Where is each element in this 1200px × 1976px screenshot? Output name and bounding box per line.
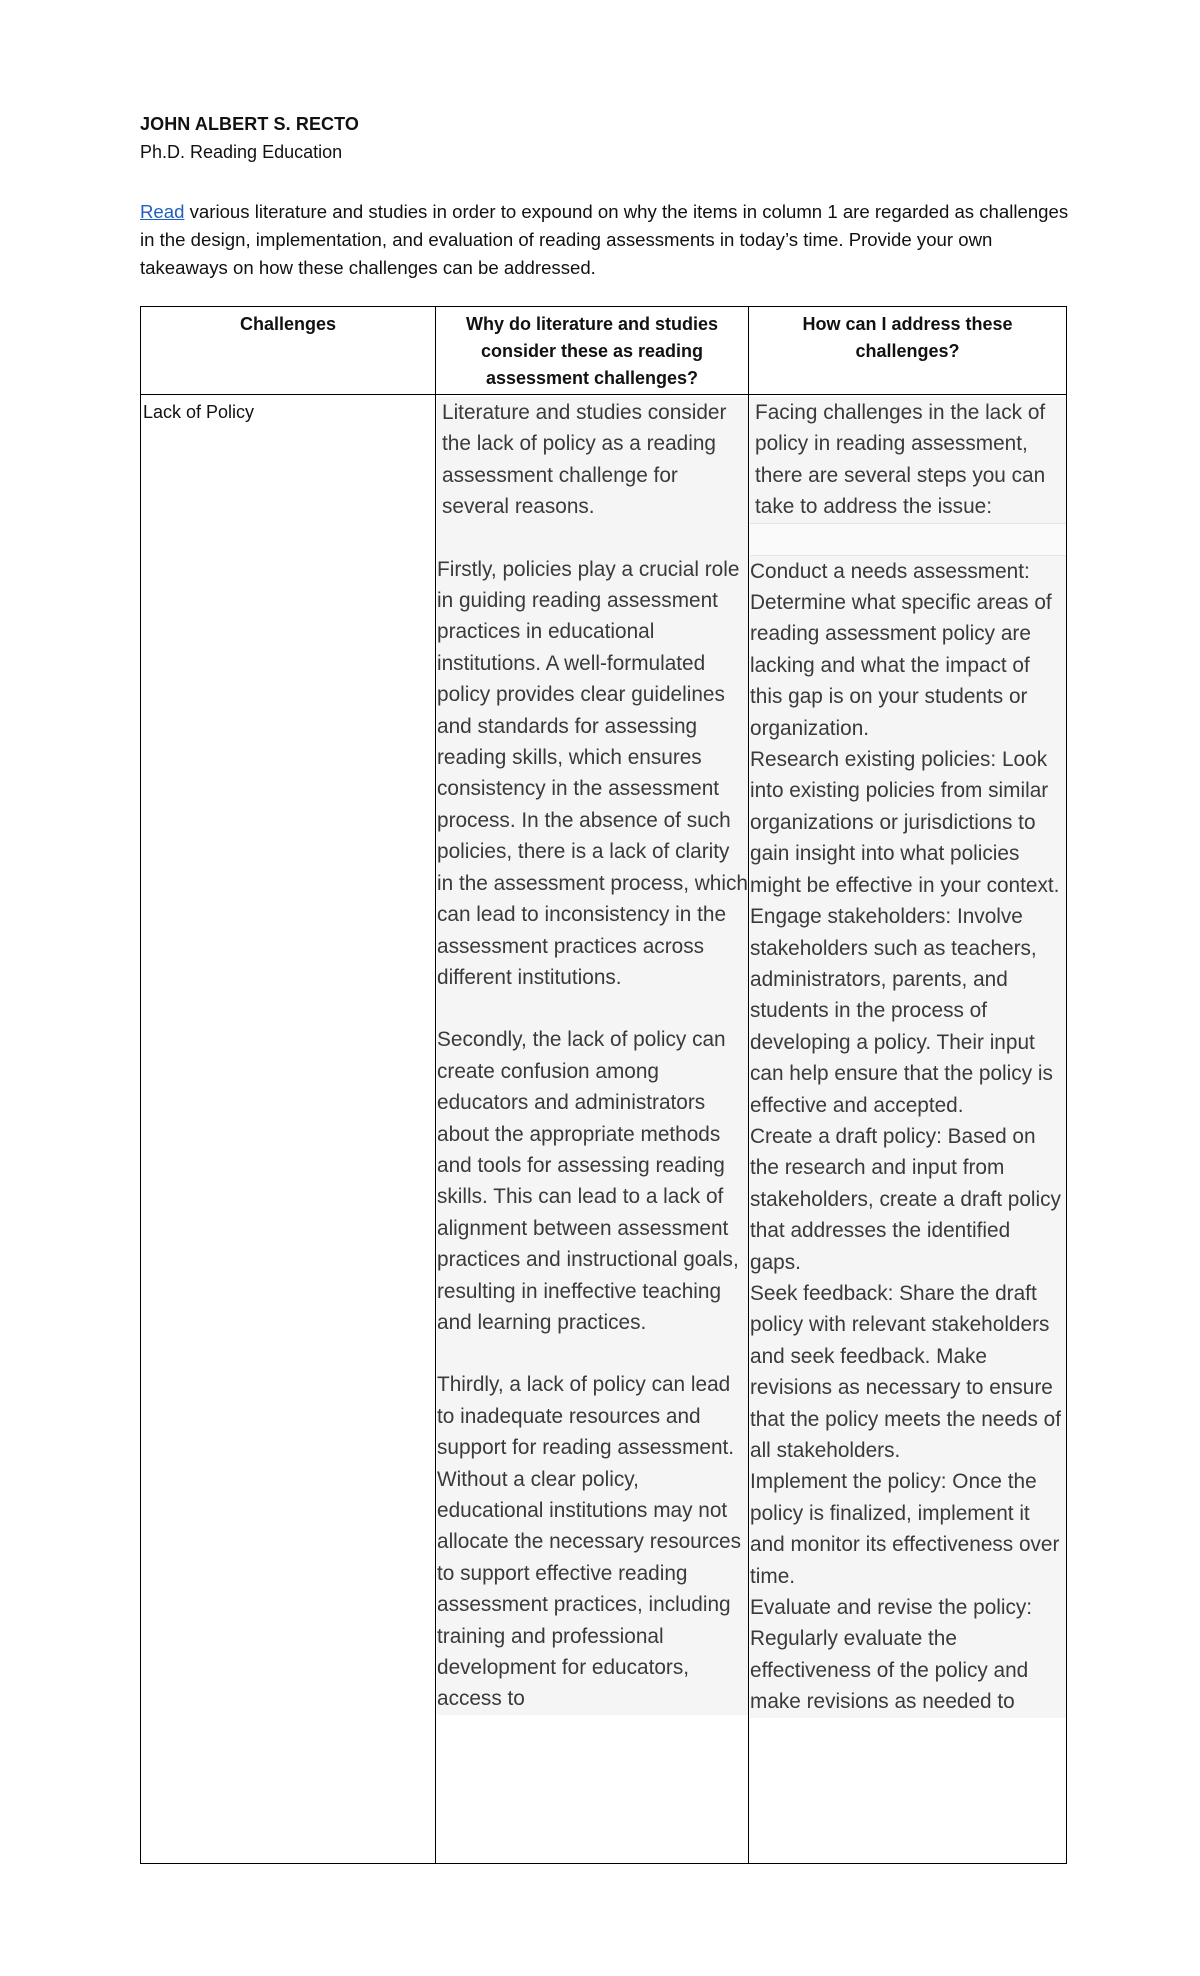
why-paragraph: Literature and studies consider the lack of policy as a reading assessment challenge for several reasons.: [442, 401, 727, 519]
read-link[interactable]: Read: [140, 201, 185, 222]
table-header-row: [141, 307, 1067, 395]
paragraph-gap: [437, 993, 748, 1024]
how-step: Research existing policies: Look into existing policies from similar organizations or jurisdictions to gain insight into what policies might be effective in your context.: [750, 748, 1060, 897]
why-paragraph: Firstly, policies play a crucial role in guiding reading assessment practices in educational institutions. A well-formulated policy provides clear guidelines and standards for assessing reading skills, which ensures consistency in the assessment process. In the absence of such policies, there is a lack of clarity in the assessment process, which can lead to inconsistency in the assessment practices across different institutions.: [437, 557, 748, 989]
paragraph-gap: [437, 1338, 748, 1369]
header-challenges: Challenges: [141, 307, 436, 395]
how-cell: [749, 395, 1067, 1864]
why-paragraph: Thirdly, a lack of policy can lead to inadequate resources and support for reading assessment. Without a clear policy, educational institutions may not allocate the necessary resources to support effective reading assessment practices, including training and professional development for educators, access to: [437, 1373, 742, 1711]
instructions-paragraph: [140, 198, 1070, 282]
how-step: Evaluate and revise the policy: Regularly evaluate the effectiveness of the policy and make revisions as needed to: [750, 1596, 1033, 1714]
header-why: Why do literature and studies consider these as reading assessment challenges?: [436, 307, 749, 395]
challenge-cell: Lack of Policy: [141, 395, 436, 1864]
header-how: How can I address these challenges?: [749, 307, 1067, 395]
program-name: Ph.D. Reading Education: [140, 142, 343, 162]
why-paragraph: Secondly, the lack of policy can create confusion among educators and administrators about the appropriate methods and tools for assessing reading skills. This can lead to a lack of alignment between assessment practices and instructional goals, resulting in ineffective teaching and learning practices.: [437, 1028, 739, 1334]
how-step: Engage stakeholders: Involve stakeholders such as teachers, administrators, parents, and students in the process of developing a policy. Their input can help ensure that the policy is effective and accepted.: [750, 905, 1053, 1117]
how-intro: Facing challenges in the lack of policy in reading assessment, there are several steps you can take to address the issue:: [755, 401, 1046, 519]
paragraph-gap: [750, 523, 1067, 556]
how-step: Conduct a needs assessment: Determine what specific areas of reading assessment policy are lacking and what the impact of this gap is on your students or organization.: [750, 559, 1052, 740]
why-cell: [436, 395, 749, 1864]
table-row: [141, 395, 1067, 1864]
paragraph-gap: [437, 523, 748, 554]
author-name: JOHN ALBERT S. RECTO: [140, 114, 360, 134]
how-content: [750, 397, 1066, 1718]
instructions-text: various literature and studies in order to expound on why the items in column 1 are regarded as challenges in the design, implementation, and evaluation of reading assessments in today’s time. Provide your own takeaways on how these challenges can be addressed.: [140, 201, 1069, 278]
why-content: [437, 397, 748, 1715]
how-step: Seek feedback: Share the draft policy with relevant stakeholders and seek feedback. Make revisions as necessary to ensure that the policy meets the needs of all stakeholders.: [750, 1281, 1061, 1462]
challenges-table: [140, 306, 1067, 1864]
how-step: Create a draft policy: Based on the research and input from stakeholders, create a draft policy that addresses the identified gaps.: [750, 1124, 1061, 1274]
how-step: Implement the policy: Once the policy is finalized, implement it and monitor its effectiveness over time.: [750, 1470, 1060, 1588]
